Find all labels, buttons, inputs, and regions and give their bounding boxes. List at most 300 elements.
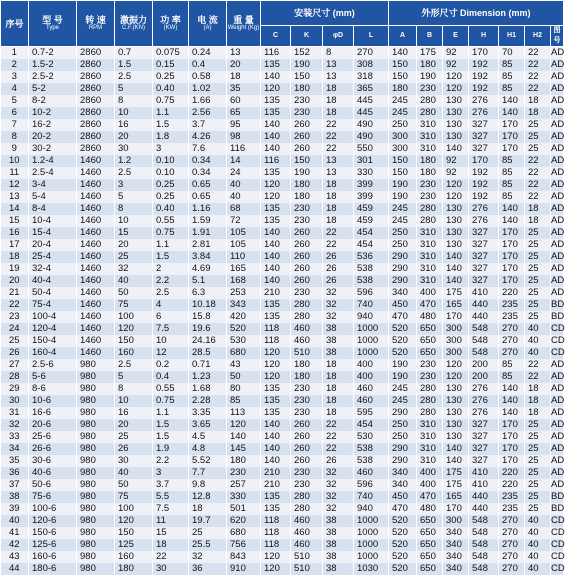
cell-drawing: AD: [551, 455, 564, 467]
cell-l: 1000: [354, 347, 389, 359]
cell-b: 230: [417, 179, 443, 191]
cell-model: 5-4: [29, 191, 77, 203]
table-row: [1, 335, 564, 347]
cell-b: 650: [417, 527, 443, 539]
cell-e: 140: [443, 275, 469, 287]
cell-a: 290: [389, 407, 417, 419]
cell-force: 40: [115, 467, 153, 479]
cell-force: 40: [115, 275, 153, 287]
cell-power: 2.5: [153, 287, 189, 299]
cell-weight: 35: [227, 83, 261, 95]
cell-h2: 25: [525, 491, 551, 503]
cell-weight: 501: [227, 503, 261, 515]
cell-current: 19.6: [189, 323, 227, 335]
cell-e: 130: [443, 383, 469, 395]
cell-c: 135: [261, 299, 291, 311]
cell-c: 135: [261, 95, 291, 107]
cell-b: 400: [417, 467, 443, 479]
cell-no: 20: [1, 275, 29, 287]
cell-power: 2.2: [153, 275, 189, 287]
cell-model: 10-6: [29, 395, 77, 407]
header-dimension: 外形尺寸 Dimension (mm): [389, 1, 564, 26]
cell-weight: 20: [227, 59, 261, 71]
cell-d: 38: [323, 515, 354, 527]
cell-current: 10.18: [189, 299, 227, 311]
cell-model: 160-4: [29, 347, 77, 359]
cell-model: 180-6: [29, 563, 77, 575]
cell-c: 140: [261, 227, 291, 239]
cell-force: 16: [115, 407, 153, 419]
cell-current: 4.5: [189, 431, 227, 443]
cell-no: 33: [1, 431, 29, 443]
cell-drawing: AD: [551, 191, 564, 203]
table-row: [1, 539, 564, 551]
cell-h2: 25: [525, 299, 551, 311]
cell-a: 290: [389, 455, 417, 467]
cell-b: 310: [417, 431, 443, 443]
cell-no: 39: [1, 503, 29, 515]
cell-b: 230: [417, 191, 443, 203]
cell-h2: 40: [525, 515, 551, 527]
cell-current: 1.59: [189, 215, 227, 227]
cell-h: 276: [469, 407, 499, 419]
cell-h1: 270: [499, 335, 525, 347]
cell-e: 165: [443, 491, 469, 503]
cell-d: 18: [323, 179, 354, 191]
cell-c: 135: [261, 107, 291, 119]
cell-power: 15: [153, 527, 189, 539]
cell-drawing: AD: [551, 203, 564, 215]
cell-b: 280: [417, 95, 443, 107]
cell-a: 450: [389, 491, 417, 503]
cell-h: 440: [469, 491, 499, 503]
cell-force: 120: [115, 515, 153, 527]
cell-model: 100-6: [29, 503, 77, 515]
cell-no: 34: [1, 443, 29, 455]
cell-current: 12.8: [189, 491, 227, 503]
cell-power: 3: [153, 143, 189, 155]
cell-h1: 85: [499, 191, 525, 203]
cell-h: 192: [469, 167, 499, 179]
cell-e: 120: [443, 359, 469, 371]
cell-k: 230: [291, 383, 323, 395]
cell-e: 175: [443, 287, 469, 299]
cell-e: 140: [443, 263, 469, 275]
cell-no: 2: [1, 59, 29, 71]
cell-drawing: AD: [551, 263, 564, 275]
cell-e: 130: [443, 395, 469, 407]
cell-model: 10-2: [29, 107, 77, 119]
cell-b: 190: [417, 71, 443, 83]
cell-a: 520: [389, 323, 417, 335]
cell-l: 454: [354, 419, 389, 431]
table-row: [1, 71, 564, 83]
cell-power: 0.2: [153, 359, 189, 371]
cell-e: 130: [443, 95, 469, 107]
table-row: [1, 515, 564, 527]
cell-l: 538: [354, 455, 389, 467]
cell-h2: 22: [525, 359, 551, 371]
cell-c: 210: [261, 287, 291, 299]
cell-e: 340: [443, 539, 469, 551]
cell-c: 118: [261, 527, 291, 539]
cell-a: 250: [389, 419, 417, 431]
cell-b: 180: [417, 59, 443, 71]
cell-h: 440: [469, 299, 499, 311]
cell-e: 130: [443, 419, 469, 431]
cell-power: 0.25: [153, 179, 189, 191]
cell-drawing: AD: [551, 359, 564, 371]
cell-c: 118: [261, 515, 291, 527]
cell-drawing: AD: [551, 179, 564, 191]
cell-h2: 40: [525, 551, 551, 563]
cell-drawing: AD: [551, 47, 564, 60]
cell-d: 26: [323, 455, 354, 467]
cell-no: 44: [1, 563, 29, 575]
cell-weight: 257: [227, 479, 261, 491]
cell-current: 1.68: [189, 383, 227, 395]
cell-b: 230: [417, 359, 443, 371]
cell-c: 135: [261, 167, 291, 179]
cell-e: 130: [443, 215, 469, 227]
cell-speed: 1460: [77, 179, 115, 191]
cell-k: 230: [291, 395, 323, 407]
cell-k: 460: [291, 539, 323, 551]
cell-h1: 140: [499, 95, 525, 107]
cell-h2: 25: [525, 263, 551, 275]
cell-current: 28.5: [189, 347, 227, 359]
cell-speed: 2860: [77, 47, 115, 60]
cell-current: 25.5: [189, 539, 227, 551]
header-speed: 转 速 RPM: [77, 1, 115, 47]
cell-l: 550: [354, 143, 389, 155]
cell-k: 280: [291, 491, 323, 503]
cell-b: 280: [417, 203, 443, 215]
cell-h1: 235: [499, 299, 525, 311]
cell-l: 1030: [354, 563, 389, 575]
cell-d: 38: [323, 323, 354, 335]
cell-drawing: BD: [551, 311, 564, 323]
cell-weight: 80: [227, 383, 261, 395]
cell-h2: 25: [525, 503, 551, 515]
cell-h1: 170: [499, 431, 525, 443]
cell-l: 445: [354, 95, 389, 107]
cell-drawing: AD: [551, 227, 564, 239]
cell-d: 38: [323, 539, 354, 551]
cell-d: 38: [323, 563, 354, 575]
cell-a: 290: [389, 251, 417, 263]
cell-model: 8-6: [29, 383, 77, 395]
header-model: 型 号 Type: [29, 1, 77, 47]
cell-k: 280: [291, 299, 323, 311]
cell-h2: 25: [525, 287, 551, 299]
table-row: [1, 167, 564, 179]
cell-force: 0.7: [115, 47, 153, 60]
cell-speed: 980: [77, 479, 115, 491]
cell-c: 140: [261, 119, 291, 131]
cell-b: 310: [417, 227, 443, 239]
cell-l: 536: [354, 251, 389, 263]
cell-d: 18: [323, 95, 354, 107]
cell-speed: 1460: [77, 311, 115, 323]
cell-drawing: AD: [551, 371, 564, 383]
cell-drawing: AD: [551, 419, 564, 431]
header-drawing: 图号: [551, 26, 564, 47]
cell-b: 650: [417, 323, 443, 335]
cell-current: 6.3: [189, 287, 227, 299]
cell-b: 175: [417, 47, 443, 60]
cell-power: 0.15: [153, 59, 189, 71]
cell-force: 8: [115, 383, 153, 395]
cell-power: 1.5: [153, 419, 189, 431]
cell-force: 160: [115, 347, 153, 359]
cell-d: 22: [323, 239, 354, 251]
cell-speed: 1460: [77, 215, 115, 227]
cell-force: 50: [115, 287, 153, 299]
cell-force: 100: [115, 503, 153, 515]
subheader-h2: H2: [525, 26, 551, 47]
cell-power: 0.25: [153, 191, 189, 203]
cell-c: 135: [261, 395, 291, 407]
cell-e: 130: [443, 203, 469, 215]
cell-current: 1.16: [189, 203, 227, 215]
cell-power: 1.1: [153, 239, 189, 251]
cell-no: 10: [1, 155, 29, 167]
cell-current: 5.1: [189, 275, 227, 287]
cell-model: 2.5-2: [29, 71, 77, 83]
cell-h1: 235: [499, 503, 525, 515]
cell-no: 15: [1, 215, 29, 227]
subheader-l: L: [354, 26, 389, 47]
cell-force: 25: [115, 251, 153, 263]
cell-l: 308: [354, 59, 389, 71]
cell-d: 22: [323, 143, 354, 155]
cell-power: 1.5: [153, 119, 189, 131]
cell-e: 175: [443, 479, 469, 491]
cell-model: 50-6: [29, 479, 77, 491]
cell-drawing: AD: [551, 215, 564, 227]
cell-c: 135: [261, 311, 291, 323]
cell-speed: 2860: [77, 59, 115, 71]
cell-force: 50: [115, 479, 153, 491]
cell-model: 100-4: [29, 311, 77, 323]
cell-h1: 140: [499, 383, 525, 395]
cell-h: 548: [469, 515, 499, 527]
cell-h2: 18: [525, 107, 551, 119]
cell-current: 4.8: [189, 443, 227, 455]
cell-h: 410: [469, 479, 499, 491]
cell-c: 118: [261, 335, 291, 347]
cell-b: 310: [417, 263, 443, 275]
cell-a: 470: [389, 311, 417, 323]
cell-current: 0.71: [189, 359, 227, 371]
cell-no: 19: [1, 263, 29, 275]
cell-d: 13: [323, 71, 354, 83]
cell-d: 32: [323, 287, 354, 299]
cell-h: 327: [469, 239, 499, 251]
cell-weight: 95: [227, 119, 261, 131]
cell-h1: 270: [499, 323, 525, 335]
cell-a: 150: [389, 59, 417, 71]
cell-drawing: AD: [551, 107, 564, 119]
cell-c: 135: [261, 491, 291, 503]
cell-power: 11: [153, 515, 189, 527]
cell-drawing: AD: [551, 131, 564, 143]
cell-no: 35: [1, 455, 29, 467]
cell-drawing: AD: [551, 443, 564, 455]
cell-b: 280: [417, 407, 443, 419]
cell-speed: 1460: [77, 239, 115, 251]
cell-a: 190: [389, 191, 417, 203]
cell-b: 310: [417, 275, 443, 287]
cell-speed: 1460: [77, 287, 115, 299]
table-row: [1, 395, 564, 407]
cell-no: 3: [1, 71, 29, 83]
table-row: [1, 83, 564, 95]
cell-c: 116: [261, 155, 291, 167]
cell-model: 125-6: [29, 539, 77, 551]
cell-weight: 105: [227, 239, 261, 251]
cell-d: 13: [323, 59, 354, 71]
cell-a: 150: [389, 71, 417, 83]
cell-weight: 85: [227, 395, 261, 407]
cell-force: 5: [115, 83, 153, 95]
cell-b: 650: [417, 347, 443, 359]
table-row: [1, 299, 564, 311]
subheader-h1: H1: [499, 26, 525, 47]
header-install: 安装尺寸 (mm): [261, 1, 389, 26]
cell-current: 32: [189, 551, 227, 563]
table-row: [1, 59, 564, 71]
cell-d: 22: [323, 419, 354, 431]
cell-e: 130: [443, 227, 469, 239]
cell-h: 327: [469, 431, 499, 443]
cell-power: 22: [153, 551, 189, 563]
cell-force: 30: [115, 143, 153, 155]
cell-d: 18: [323, 203, 354, 215]
cell-h1: 270: [499, 347, 525, 359]
cell-no: 43: [1, 551, 29, 563]
cell-h1: 220: [499, 467, 525, 479]
cell-e: 130: [443, 407, 469, 419]
cell-model: 75-4: [29, 299, 77, 311]
cell-no: 40: [1, 515, 29, 527]
cell-h: 327: [469, 263, 499, 275]
subheader-d: φD: [323, 26, 354, 47]
cell-current: 3.7: [189, 119, 227, 131]
cell-d: 26: [323, 251, 354, 263]
cell-h1: 170: [499, 239, 525, 251]
cell-d: 26: [323, 275, 354, 287]
cell-d: 38: [323, 527, 354, 539]
cell-d: 18: [323, 191, 354, 203]
cell-model: 50-4: [29, 287, 77, 299]
cell-a: 520: [389, 335, 417, 347]
cell-c: 140: [261, 455, 291, 467]
header-row: [1, 1, 564, 26]
cell-weight: 140: [227, 431, 261, 443]
cell-speed: 1460: [77, 203, 115, 215]
cell-drawing: AD: [551, 83, 564, 95]
cell-h1: 220: [499, 287, 525, 299]
cell-a: 190: [389, 371, 417, 383]
cell-a: 470: [389, 503, 417, 515]
table-row: [1, 419, 564, 431]
cell-model: 10-4: [29, 215, 77, 227]
cell-a: 150: [389, 167, 417, 179]
cell-c: 120: [261, 371, 291, 383]
cell-h1: 170: [499, 443, 525, 455]
cell-weight: 230: [227, 467, 261, 479]
cell-force: 25: [115, 431, 153, 443]
cell-h2: 18: [525, 395, 551, 407]
table-row: [1, 263, 564, 275]
cell-model: 5-6: [29, 371, 77, 383]
cell-c: 135: [261, 383, 291, 395]
cell-h2: 22: [525, 191, 551, 203]
cell-h1: 85: [499, 59, 525, 71]
cell-weight: 105: [227, 227, 261, 239]
cell-d: 32: [323, 299, 354, 311]
cell-b: 230: [417, 371, 443, 383]
cell-model: 16-2: [29, 119, 77, 131]
cell-power: 1.8: [153, 131, 189, 143]
cell-h1: 220: [499, 479, 525, 491]
cell-power: 3: [153, 467, 189, 479]
cell-force: 16: [115, 119, 153, 131]
cell-force: 10: [115, 107, 153, 119]
cell-h1: 140: [499, 203, 525, 215]
table-row: [1, 563, 564, 575]
cell-force: 32: [115, 263, 153, 275]
cell-c: 140: [261, 431, 291, 443]
cell-h1: 140: [499, 107, 525, 119]
cell-a: 520: [389, 563, 417, 575]
cell-h1: 270: [499, 527, 525, 539]
cell-model: 40-6: [29, 467, 77, 479]
cell-e: 120: [443, 191, 469, 203]
subheader-b: B: [417, 26, 443, 47]
cell-weight: 620: [227, 515, 261, 527]
cell-force: 150: [115, 335, 153, 347]
cell-speed: 980: [77, 443, 115, 455]
cell-a: 245: [389, 383, 417, 395]
table-row: [1, 347, 564, 359]
table-row: [1, 287, 564, 299]
cell-h2: 25: [525, 275, 551, 287]
cell-k: 230: [291, 407, 323, 419]
cell-k: 260: [291, 239, 323, 251]
table-row: [1, 107, 564, 119]
cell-e: 130: [443, 131, 469, 143]
cell-b: 310: [417, 419, 443, 431]
table-row: [1, 491, 564, 503]
cell-e: 340: [443, 563, 469, 575]
cell-b: 310: [417, 443, 443, 455]
cell-c: 120: [261, 347, 291, 359]
cell-e: 140: [443, 143, 469, 155]
cell-weight: 68: [227, 203, 261, 215]
cell-l: 596: [354, 479, 389, 491]
cell-c: 120: [261, 83, 291, 95]
cell-b: 650: [417, 551, 443, 563]
cell-l: 1000: [354, 527, 389, 539]
cell-speed: 2860: [77, 131, 115, 143]
cell-current: 3.84: [189, 251, 227, 263]
cell-force: 75: [115, 491, 153, 503]
cell-a: 520: [389, 551, 417, 563]
cell-current: 24.16: [189, 335, 227, 347]
